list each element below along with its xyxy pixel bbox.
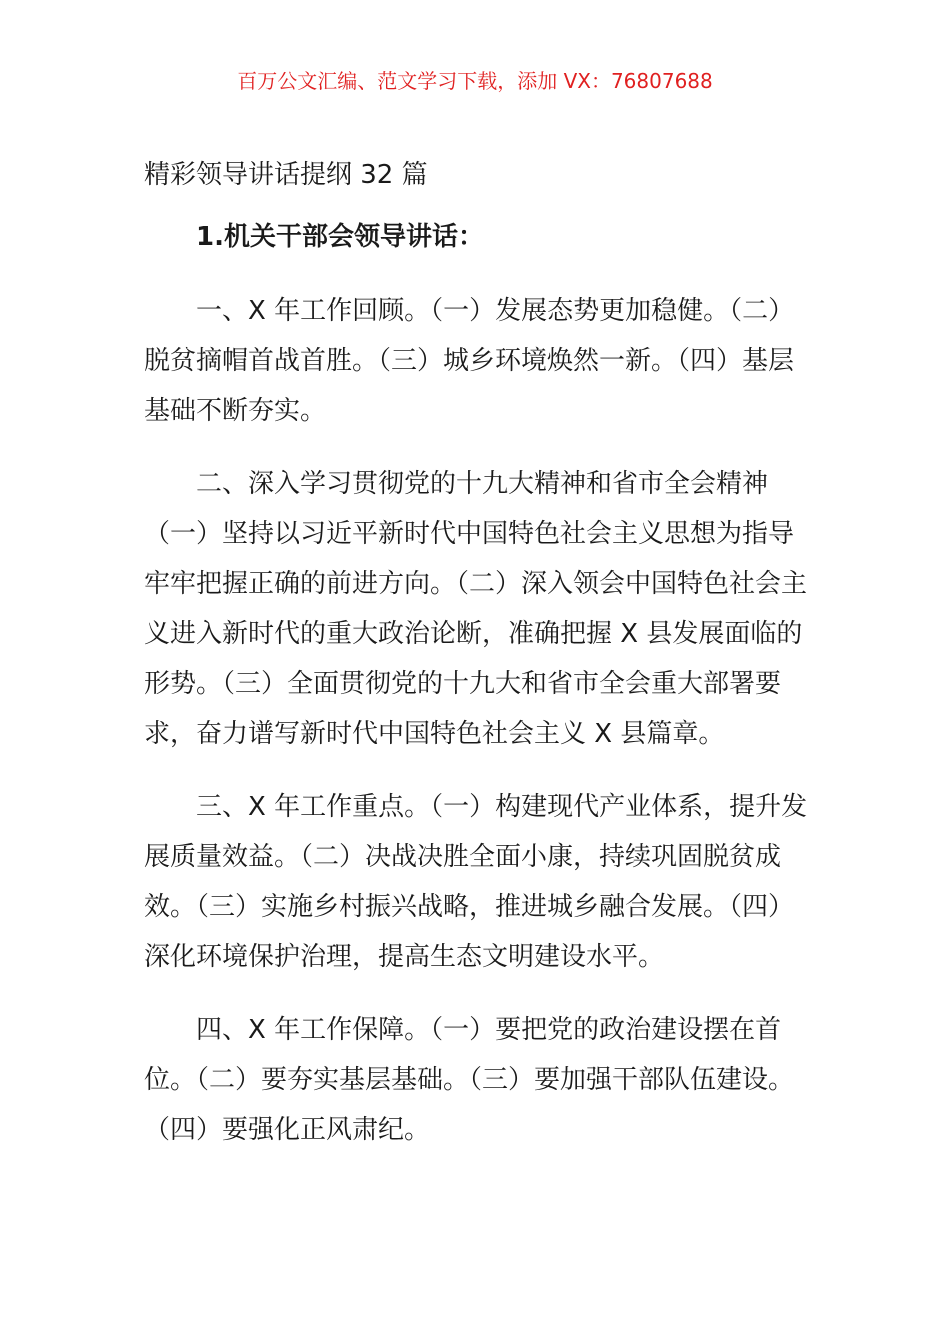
paragraph-work-review: 一、X 年工作回顾。（一）发展态势更加稳健。（二）脱贫摘帽首战首胜。（三）城乡环境焕然一新。（四）基层基础不断夯实。 — [144, 296, 795, 426]
header-promo-note: 百万公文汇编、范文学习下载，添加 VX：76807688 — [237, 69, 713, 93]
paragraph-work-guarantees: 四、X 年工作保障。（一）要把党的政治建设摆在首位。（二）要夯实基层基础。（三）要加强干部队伍建设。（四）要强化正风肃纪。 — [144, 1015, 795, 1145]
document-title: 精彩领导讲话提纲 32 篇 — [144, 160, 428, 190]
paragraph-work-priorities: 三、X 年工作重点。（一）构建现代产业体系，提升发展质量效益。（二）决战决胜全面小康，持续巩固脱贫成效。（三）实施乡村振兴战略，推进城乡融合发展。（四）深化环境保护治理，提高生态文明建设水平。 — [144, 792, 808, 972]
section-heading: 1.机关干部会领导讲话： — [196, 222, 484, 252]
paragraph-study-spirit: 二、深入学习贯彻党的十九大精神和省市全会精神（一）坚持以习近平新时代中国特色社会主义思想为指导牢牢把握正确的前进方向。（二）深入领会中国特色社会主义进入新时代的重大政治论断，准确把握 X 县发展面临的形势。（三）全面贯彻党的十九大和省市全会重大部署要求，奋力谱写新时代中国特色社会主义 X 县篇章。 — [144, 469, 808, 749]
